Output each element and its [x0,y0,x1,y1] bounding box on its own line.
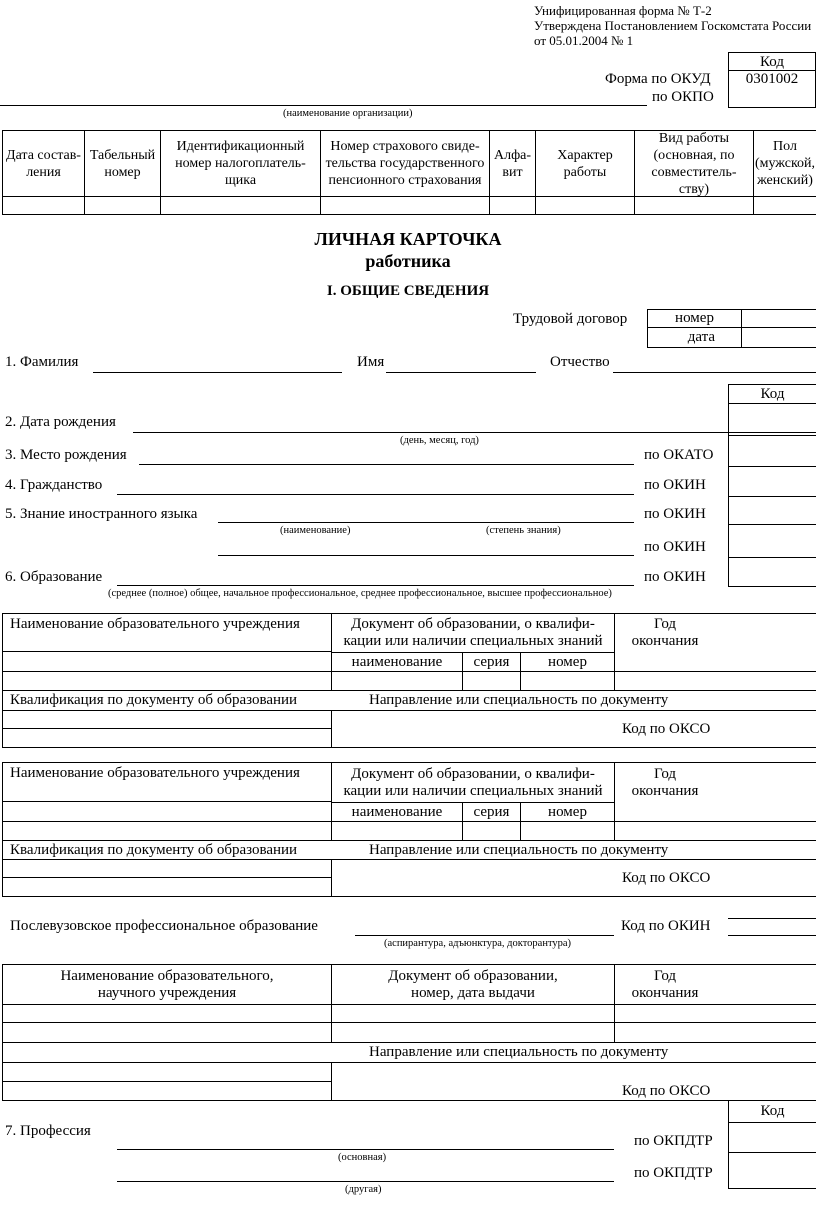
profession-other-caption: (другая) [345,1184,382,1195]
edu1-okso-label: Код по ОКСО [622,721,711,737]
col-work-nature: Характер работы [557,147,613,180]
okin-label-1: по ОКИН [644,477,706,493]
edu1-year-header: Год окончания [631,616,699,649]
edu2-doc-number-header: номер [548,803,587,820]
postgrad-caption: (аспирантура, адъюнктура, докторантура) [384,938,572,949]
okin-label-3: по ОКИН [644,539,706,555]
col-sex: Пол (мужской, женский) [754,139,816,188]
okud-value: 0301002 [745,71,799,87]
organization-line[interactable] [0,105,647,106]
page-subtitle: работника [365,251,451,271]
postgrad-label: Послевузовское профессиональное образование [10,918,318,934]
form-code-line: Унифицированная форма № Т-2 [534,3,712,18]
contract-number-label: номер [675,310,714,326]
col-alphabet: Алфа- вит [493,147,532,180]
okpdtr-label-1: по ОКПДТР [634,1133,713,1149]
col-work-type: Вид работы (основная, по совместитель- ству) [651,130,737,197]
fields-kod-label: Код [760,385,785,402]
edu2-specialty-header: Направление или специальность по документу [369,842,669,858]
approval-date-line: от 05.01.2004 № 1 [534,33,634,48]
education-line[interactable] [117,585,634,586]
okin-label-4: по ОКИН [644,569,706,585]
edu1-document-header: Документ об образовании, о квалифи- кации или наличии специальных знаний [343,616,603,649]
language-line[interactable] [218,522,634,523]
edu2-okso-label: Код по ОКСО [622,870,711,886]
edu2-institution-header: Наименование образовательного учреждения [10,765,300,781]
contract-date-field[interactable] [742,328,816,347]
language-line-2[interactable] [218,555,634,556]
profession-other-line[interactable] [117,1181,614,1182]
birth-date-label: 2. Дата рождения [5,414,116,430]
edu2-doc-name-header: наименование [351,803,443,820]
surname-line[interactable] [93,372,342,373]
okpdtr-label-2: по ОКПДТР [634,1165,713,1181]
language-level-caption: (степень знания) [486,525,561,536]
edu1-qualification-header: Квалификация по документу об образовании [10,692,298,708]
patronymic-line[interactable] [613,372,816,373]
birth-place-line[interactable] [139,464,634,465]
name-line[interactable] [386,372,536,373]
okud-label: Форма по ОКУД [605,71,711,87]
okin-label-2: по ОКИН [644,506,706,522]
col-date: Дата состав- ления [6,147,81,180]
profession-main-caption: (основная) [338,1152,387,1163]
edu2-qualification-header: Квалификация по документу об образовании [10,842,298,858]
edu1-institution-header: Наименование образовательного учреждения [10,616,300,632]
sci-okso-label: Код по ОКСО [622,1083,711,1099]
okato-label: по ОКАТО [644,447,714,463]
col-inn: Идентификационный номер налогоплатель- щика [175,139,306,188]
postgrad-line[interactable] [355,935,614,936]
sci-specialty-header: Направление или специальность по документу [369,1044,669,1060]
postgrad-okin-field[interactable] [728,918,816,936]
organization-caption: (наименование организации) [283,108,413,119]
okpo-code-cell[interactable] [728,88,816,108]
okpo-label: по ОКПО [652,89,714,105]
page-title: ЛИЧНАЯ КАРТОЧКА [314,229,502,249]
edu2-doc-series-header: серия [473,803,510,820]
surname-label: 1. Фамилия [5,354,79,370]
contract-label: Трудовой договор [513,311,628,327]
section-title: I. ОБЩИЕ СВЕДЕНИЯ [326,283,490,299]
edu2-document-header: Документ об образовании, о квалифи- кации или наличии специальных знаний [343,765,603,799]
profession-main-line[interactable] [117,1149,614,1150]
language-label: 5. Знание иностранного языка [5,506,198,522]
birth-date-caption: (день, месяц, год) [400,435,479,446]
contract-date-label: дата [687,329,715,345]
col-snils: Номер страхового свиде- тельства государственного пенсионного страхования [325,139,485,188]
edu1-doc-series-header: серия [473,653,510,670]
postgrad-okin-label: Код по ОКИН [621,918,711,934]
approval-line: Утверждена Постановлением Госкомстата России [534,18,812,33]
kod-label: Код [760,54,784,70]
col-tab-number: Табельный номер [89,147,156,180]
birth-date-line[interactable] [133,432,816,433]
edu1-specialty-header: Направление или специальность по документу [369,692,669,708]
education-label: 6. Образование [5,569,103,585]
citizenship-label: 4. Гражданство [5,477,103,493]
patronymic-label: Отчество [550,354,610,370]
edu2-year-header: Год окончания [631,765,699,799]
citizenship-line[interactable] [117,494,634,495]
sci-document-header: Документ об образовании, номер, дата выдачи [388,967,558,1001]
sci-year-header: Год окончания [631,967,699,1001]
birth-place-label: 3. Место рождения [5,447,127,463]
name-label: Имя [357,354,385,370]
edu1-doc-number-header: номер [548,653,587,670]
sci-institution-header: Наименование образовательного, научного учреждения [60,967,274,1001]
edu1-doc-name-header: наименование [351,653,443,670]
contract-number-field[interactable] [742,310,816,327]
education-caption: (среднее (полное) общее, начальное профессиональное, среднее профессиональное, высшее профессиональное) [108,588,612,599]
profession-kod-label: Код [760,1102,785,1119]
language-name-caption: (наименование) [280,525,351,536]
profession-label: 7. Профессия [5,1123,91,1139]
kod-header-cell [728,52,816,71]
okud-code-cell [728,70,816,89]
